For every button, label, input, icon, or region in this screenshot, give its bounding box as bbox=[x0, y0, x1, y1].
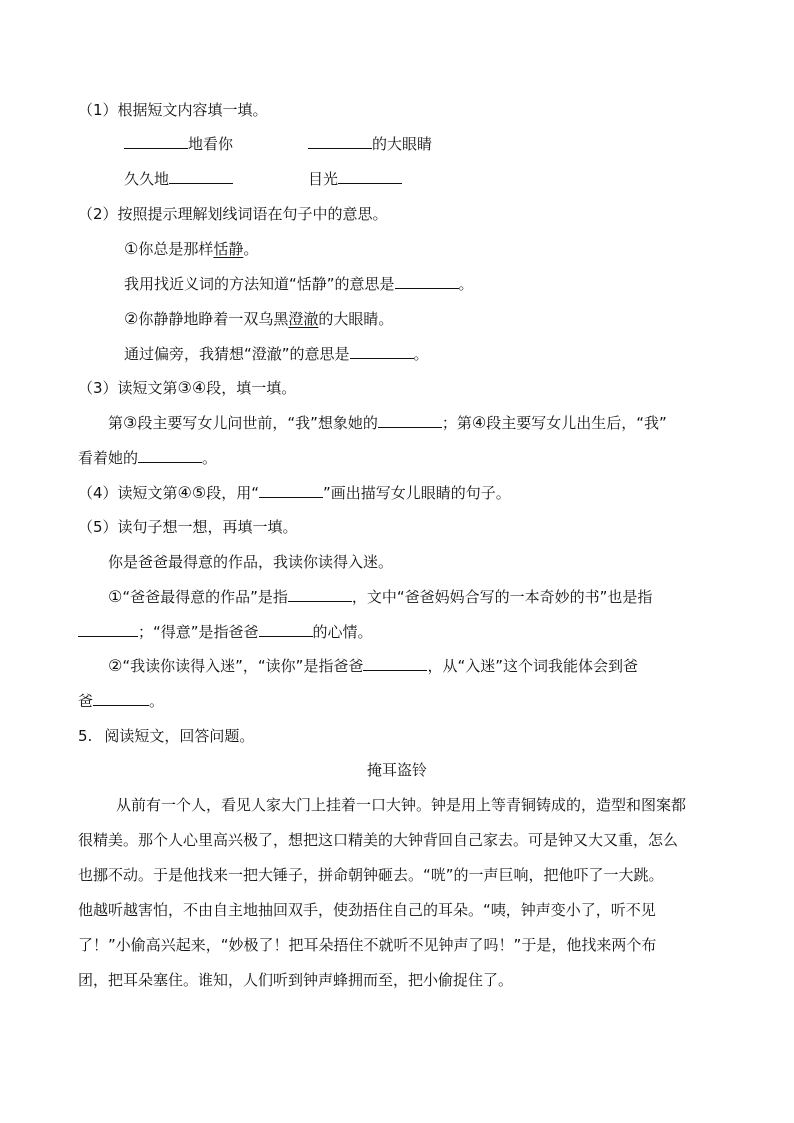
answer-blank[interactable] bbox=[378, 413, 442, 428]
q1-text: 地看你 bbox=[188, 135, 234, 153]
answer-blank[interactable] bbox=[169, 169, 233, 184]
circled-number: ③ bbox=[123, 413, 138, 432]
q4-text: 段，用“ bbox=[206, 484, 260, 502]
answer-blank[interactable] bbox=[138, 448, 202, 463]
q4-text: ”画出描写女儿眼睛的句子。 bbox=[323, 484, 511, 502]
circled-number: ① bbox=[124, 239, 139, 258]
circled-number: ② bbox=[108, 656, 123, 675]
circled-number: ④ bbox=[471, 413, 487, 432]
q3-text: 段，填一填。 bbox=[206, 379, 297, 397]
q1-row1-left bbox=[124, 134, 233, 154]
circled-number: ② bbox=[124, 309, 139, 328]
underlined-word: 澄澈 bbox=[288, 310, 319, 328]
q5-sentence: 你是爸爸最得意的作品，我读你读得入迷。 bbox=[108, 553, 394, 571]
q2-text: 你静静地睁着一双乌黑 bbox=[138, 310, 289, 328]
q3-line-1 bbox=[108, 413, 667, 433]
passage-line: 从前有一个人，看见人家大门上挂着一口大钟。钟是用上等青铜铸成的，造型和图案都 bbox=[116, 796, 687, 814]
passage-title: 掩耳盗铃 bbox=[366, 761, 427, 779]
q2-text: 的大眼睛。 bbox=[318, 310, 394, 328]
answer-blank[interactable] bbox=[363, 656, 427, 671]
q3-text: 看着她的 bbox=[78, 449, 139, 467]
q4-text: （4）读短文第 bbox=[78, 484, 178, 502]
q4-line bbox=[78, 483, 511, 503]
q5-label: （5）读句子想一想，再填一填。 bbox=[78, 518, 298, 536]
q5-text: 爸 bbox=[78, 692, 94, 710]
q5-text: ，文中“爸爸妈妈合写的一本奇妙的书”也是指 bbox=[351, 588, 653, 606]
q3-text: 段主要写女儿问世前，“我”想象她的 bbox=[137, 414, 378, 432]
answer-blank[interactable] bbox=[308, 134, 372, 149]
q1-label: （1）根据短文内容填一填。 bbox=[78, 101, 268, 119]
q3-text: 。 bbox=[202, 449, 218, 467]
q2-hint-1 bbox=[124, 274, 474, 294]
q2-label: （2）按照提示理解划线词语在句子中的意思。 bbox=[78, 205, 388, 223]
answer-blank[interactable] bbox=[350, 344, 414, 359]
q2-text: 你总是那样 bbox=[138, 240, 214, 258]
q5-item-1-line-1 bbox=[108, 587, 652, 607]
answer-blank[interactable] bbox=[395, 274, 459, 289]
passage-line: 了！”小偷高兴起来，“妙极了！把耳朵捂住不就听不见钟声了吗！”于是，他找来两个布 bbox=[78, 936, 657, 954]
q2-text: 。 bbox=[243, 240, 259, 258]
q3-label bbox=[78, 378, 296, 398]
answer-blank[interactable] bbox=[338, 169, 402, 184]
circled-number: ① bbox=[108, 587, 123, 606]
q2-sentence-1 bbox=[124, 239, 258, 259]
q1-row1-right bbox=[308, 134, 432, 154]
q5-text: “爸爸最得意的作品”是指 bbox=[122, 588, 288, 606]
answer-blank[interactable] bbox=[78, 622, 138, 637]
underline-sample bbox=[259, 483, 323, 498]
q5-text: 。 bbox=[149, 692, 165, 710]
q3-line-2 bbox=[78, 448, 217, 468]
passage-line: 很精美。那个人心里高兴极了，想把这口精美的大钟背回自己家去。可是钟又大又重，怎么 bbox=[78, 831, 679, 849]
q5-text: “我读你读得入迷”，“读你”是指爸爸 bbox=[122, 657, 364, 675]
answer-blank[interactable] bbox=[93, 691, 149, 706]
q2-text: 我用找近义词的方法知道“恬静”的意思是 bbox=[124, 275, 395, 293]
passage-line: 也挪不动。于是他找来一把大锤子，拼命朝钟砸去。“咣”的一声巨响，把他吓了一大跳。 bbox=[78, 866, 664, 884]
q3-text: ；第 bbox=[441, 414, 472, 432]
q1-row2-left bbox=[124, 169, 233, 189]
q5-text: 的心情。 bbox=[312, 623, 373, 641]
q1-row2-right bbox=[308, 169, 402, 189]
q5-item-2-line-1 bbox=[108, 656, 638, 676]
section-instruction: 阅读短文，回答问题。 bbox=[104, 727, 255, 745]
q5-item-1-line-2 bbox=[78, 622, 373, 642]
q3-text: 第 bbox=[108, 414, 124, 432]
q2-sentence-2 bbox=[124, 309, 393, 329]
answer-blank[interactable] bbox=[124, 134, 188, 149]
q5-text: ；“得意”是指爸爸 bbox=[138, 623, 259, 641]
passage-line: 团，把耳朵塞住。谁知，人们听到钟声蜂拥而至，把小偷捉住了。 bbox=[78, 971, 514, 989]
q5-text: ，从“入迷”这个词我能体会到爸 bbox=[427, 657, 638, 675]
q3-text: （3）读短文第 bbox=[78, 379, 178, 397]
q5-item-2-line-2 bbox=[78, 691, 164, 711]
q2-text: 。 bbox=[413, 345, 429, 363]
answer-blank[interactable] bbox=[288, 587, 352, 602]
underlined-word: 恬静 bbox=[213, 240, 244, 258]
q1-text: 久久地 bbox=[124, 170, 170, 188]
section-number: 5. bbox=[78, 727, 93, 745]
q2-hint-2 bbox=[124, 344, 429, 364]
circled-number: ④⑤ bbox=[177, 483, 207, 502]
q2-text: 。 bbox=[458, 275, 474, 293]
section-5-heading bbox=[78, 726, 254, 746]
circled-number: ③④ bbox=[177, 378, 207, 397]
answer-blank[interactable] bbox=[259, 622, 313, 637]
passage-line: 他越听越害怕，不由自主地抽回双手，使劲捂住自己的耳朵。“咦，钟声变小了，听不见 bbox=[78, 901, 656, 919]
q2-text: 通过偏旁，我猜想“澄澈”的意思是 bbox=[124, 345, 350, 363]
q3-text: 段主要写女儿出生后，“我” bbox=[486, 414, 667, 432]
q1-text: 目光 bbox=[308, 170, 339, 188]
q1-text: 的大眼睛 bbox=[372, 135, 433, 153]
